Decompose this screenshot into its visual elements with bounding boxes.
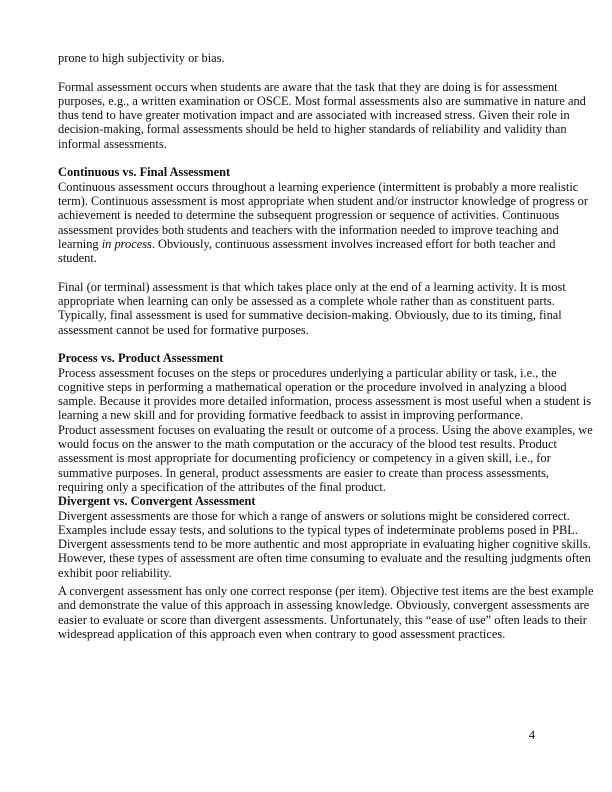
page-content [58, 51, 594, 641]
paragraph-divergent-assessment: Divergent assessments are those for which a range of answers or solutions might be considered correct. Examples include essay tests, and solutions to the typical types of indeterminate problems posed in PBL. Divergent assessments tend to be more authentic and most appropriate in evaluating higher cognitive skills. However, these types of assessment are often time consuming to evaluate and the resulting judgments often exhibit poor reliability. [58, 508, 591, 580]
heading-continuous-vs-final: Continuous vs. Final Assessment [58, 165, 231, 180]
continuous-text-before-italic: Continuous assessment occurs throughout a learning experience (intermittent is probably a more realistic term). Continuous assessment is most appropriate when student and/or instructor knowledge of progress or achievement is needed to determine the subsequent progression or sequence of activities. Continuous assessment provides both students and teachers with the information needed to improve teaching and learning [58, 179, 588, 251]
paragraph-convergent-assessment: A convergent assessment has only one correct response (per item). Objective test items are the best example and demonstrate the value of this approach in assessing knowledge. Obviously, convergent assessments are easier to evaluate or score than divergent assessments. Unfortunately, this “ease of use” often leads to their widespread application of this approach even when contrary to good assessment practices. [58, 583, 594, 641]
continuous-italic-phrase: in process [101, 236, 152, 251]
paragraph-intro-fragment: prone to high subjectivity or bias. [58, 51, 225, 65]
continuous-text-after-italic: . Obviously, continuous assessment involves increased effort for both teacher and student. [58, 236, 556, 266]
paragraph-final-assessment: Final (or terminal) assessment is that which takes place only at the end of a learning activity. It is most appropriate when learning can only be assessed as a complete whole rather than as constituent parts. Typically, final assessment is used for summative decision-making. Obviously, due to its timing, final assessment cannot be used for formative purposes. [58, 279, 566, 337]
paragraph-product-assessment: Product assessment focuses on evaluating the result or outcome of a process. Using the above examples, we would focus on the answer to the math computation or the accuracy of the blood test results. Product assessment is most appropriate for documenting proficiency or competency in a given skill, i.e., for summative purposes. In general, product assessments are easier to create than process assessments, requiring only a specification of the attributes of the final product. [58, 422, 593, 494]
heading-divergent-vs-convergent: Divergent vs. Convergent Assessment [58, 494, 256, 509]
paragraph-process-assessment: Process assessment focuses on the steps or procedures underlying a particular ability or task, i.e., the cognitive steps in performing a mathematical operation or the procedure involved in analyzing a blood sample. Because it provides more detailed information, process assessment is most useful when a student is learning a new skill and for providing formative feedback to assist in improving performance. [58, 365, 592, 423]
paragraph-formal-assessment: Formal assessment occurs when students are aware that the task that they are doing is for assessment purposes, e.g., a written examination or OSCE. Most formal assessments also are summative in nature and thus tend to have greater motivation impact and are associated with increased stress. Given their role in decision-making, formal assessments should be held to higher standards of reliability and validity than informal assessments. [58, 79, 586, 151]
heading-process-vs-product: Process vs. Product Assessment [58, 351, 224, 366]
paragraph-continuous-assessment [58, 180, 594, 266]
page-number: 4 [528, 728, 536, 742]
